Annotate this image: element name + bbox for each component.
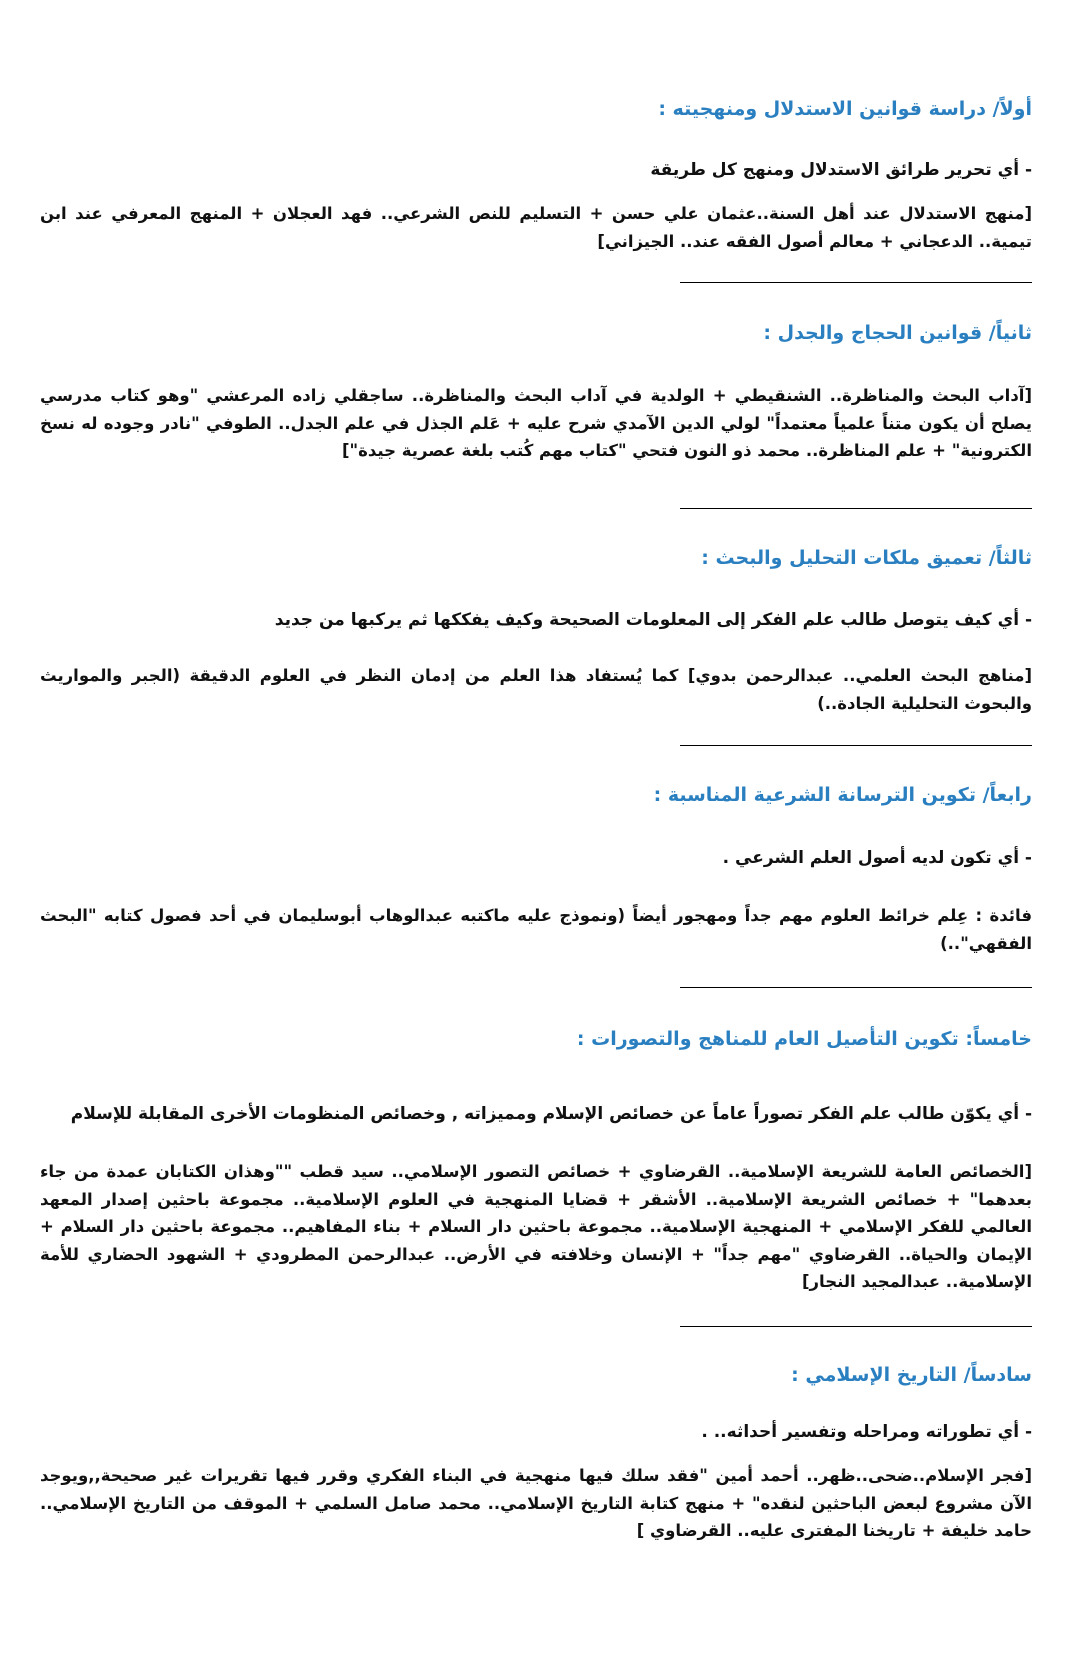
section-6-refs: [فجر الإسلام..ضحى..ظهر.. أحمد أمين "فقد سلك فيها منهجية في البناء الفكري وقرر فيها تقريرات غير صحيحة,,ويوجد الآن مشروع لبعض الباحثين لنقده" + منهج كتابة التاريخ الإسلامي.. محمد صامل السلمي + الموقف من التاريخ الإسلامي.. حامد خليفة + تاريخنا المفترى عليه.. القرضاوي ] [40,1466,1032,1540]
section-4-refs: فائدة : عِلم خرائط العلوم مهم جداً ومهجور أيضاً (ونموذج عليه ماكتبه عبدالوهاب أبوسليمان في أحد فصول كتابه "البحث الفقهي"..) [40,906,1032,953]
section-3-description [40,606,1032,634]
section-5-heading: خامساً: تكوين التأصيل العام للمناهج والتصورات : [576,1028,1032,1050]
section-5-description [40,1100,1032,1128]
section-divider [680,745,1032,746]
section-1-references [40,200,1032,255]
section-5-refs: [الخصائص العامة للشريعة الإسلامية.. القرضاوي + خصائص التصور الإسلامي.. سيد قطب ""وهذان الكتابان عمدة من جاء بعدهما" + خصائص الشريعة الإسلامية.. الأشقر + قضايا المنهجية في العلوم الإسلامية.. مجموعة باحثين إصدار المعهد العالمي للفكر الإسلامي + المنهجية الإسلامية.. مجموعة باحثين دار السلام + بناء المفاهيم.. مجموعة باحثين دار السلام + الإيمان والحياة.. القرضاوي "مهم جداً" + الإنسان وخلافته في الأرض.. عبدالرحمن المطرودي + الشهود الحضاري للأمة الإسلامية.. عبدالمجيد النجار] [40,1162,1032,1291]
section-4-heading: رابعاً/ تكوين الترسانة الشرعية المناسبة : [653,784,1032,806]
section-1 [40,96,1032,122]
section-3-line: - أي كيف يتوصل طالب علم الفكر إلى المعلومات الصحيحة وكيف يفككها ثم يركبها من جديد [274,610,1032,630]
section-divider [680,508,1032,509]
section-5-line: - أي يكوّن طالب علم الفكر تصوراً عاماً عن خصائص الإسلام ومميزاته , وخصائص المنظومات الأخرى المقابلة للإسلام [70,1104,1032,1124]
section-3-references [40,662,1032,717]
section-2-heading: ثانياً/ قوانين الحجاج والجدل : [763,322,1032,344]
section-3-refs: [مناهج البحث العلمي.. عبدالرحمن بدوي] كما يُستفاد هذا العلم من إدمان النظر في العلوم الدقيقة (الجبر والمواريث والبحوث التحليلية الجادة..) [40,666,1032,713]
section-2 [40,320,1032,346]
section-1-description [40,156,1032,184]
section-4-line: - أي تكون لديه أصول العلم الشرعي . [722,848,1032,868]
section-3-heading: ثالثاً/ تعميق ملكات التحليل والبحث : [701,547,1032,569]
section-4 [40,782,1032,808]
section-6-line: - أي تطوراته ومراحله وتفسير أحداثه.. . [701,1422,1032,1442]
section-1-heading: أولاً/ دراسة قوانين الاستدلال ومنهجيته : [658,98,1032,120]
section-divider [680,282,1032,283]
section-6 [40,1362,1032,1388]
section-1-refs: [منهج الاستدلال عند أهل السنة..عثمان علي حسن + التسليم للنص الشرعي.. فهد العجلان + المنهج المعرفي عند ابن تيمية.. الدعجاني + معالم أصول الفقه عند.. الجيزاني] [40,204,1032,251]
section-divider [680,1326,1032,1327]
section-6-description [40,1418,1032,1446]
section-4-description [40,844,1032,872]
section-3 [40,545,1032,571]
section-2-refs: [آداب البحث والمناظرة.. الشنقيطي + الولدية في آداب البحث والمناظرة.. ساجقلي زاده المرعشي "وهو كتاب مدرسي يصلح أن يكون متناً علمياً معتمداً" لولي الدين الآمدي شرح عليه + عَلم الجذل في علم الجدل.. الطوفي "نادر وجوده له نسخ الكترونية" + علم المناظرة.. محمد ذو النون فتحي "كتاب مهم كُتب بلغة عصرية جيدة"] [40,386,1032,460]
section-5-references [40,1158,1032,1296]
section-4-references [40,902,1032,957]
section-6-heading: سادساً/ التاريخ الإسلامي : [791,1364,1032,1386]
section-6-references [40,1462,1032,1545]
section-5 [40,1026,1032,1052]
section-2-references [40,382,1032,465]
section-divider [680,987,1032,988]
section-1-line: - أي تحرير طرائق الاستدلال ومنهج كل طريقة [650,160,1032,180]
